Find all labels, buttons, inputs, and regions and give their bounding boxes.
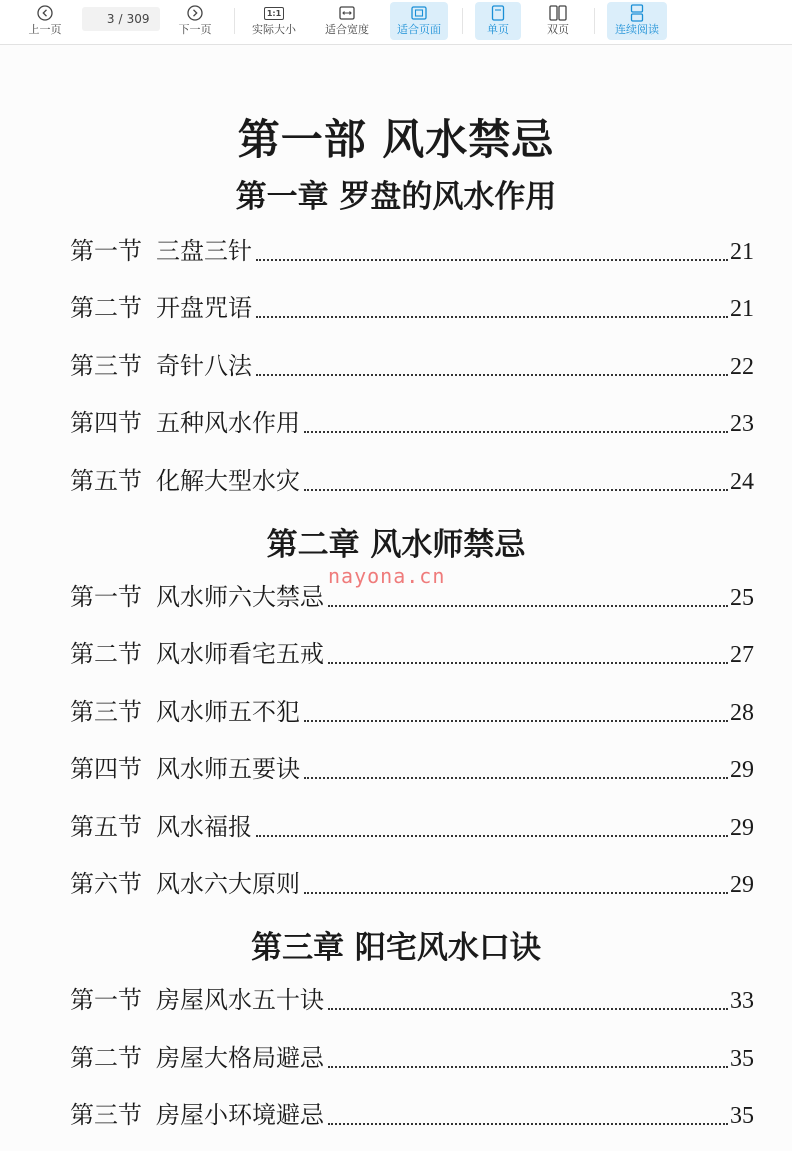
toc-section-title: 风水师五不犯 bbox=[156, 698, 300, 726]
toc-section-number: 第一节 bbox=[70, 237, 142, 265]
toc-dot-leader bbox=[256, 316, 728, 318]
toc-entry[interactable] bbox=[70, 289, 754, 323]
toc-page-number: 27 bbox=[730, 642, 754, 668]
continuous-reading-label: 连续阅读 bbox=[615, 23, 659, 36]
actual-size-label: 实际大小 bbox=[252, 23, 296, 36]
toc-dot-leader bbox=[328, 605, 728, 607]
toc-section-title: 房屋大格局避忌 bbox=[156, 1044, 324, 1072]
actual-size-icon: 1:1 bbox=[264, 3, 284, 23]
toc-dot-leader bbox=[256, 259, 728, 261]
toc-section-number: 第六节 bbox=[70, 870, 142, 898]
toc-entry[interactable] bbox=[70, 865, 754, 899]
toc-section-title: 风水师看宅五戒 bbox=[156, 640, 324, 668]
actual-size-button[interactable] bbox=[246, 2, 302, 40]
toc-page-number: 23 bbox=[730, 411, 754, 437]
page-indicator bbox=[82, 7, 160, 31]
double-page-icon bbox=[549, 3, 567, 23]
fit-width-label: 适合宽度 bbox=[325, 23, 369, 36]
toolbar-divider bbox=[462, 8, 463, 34]
toc-page-number: 21 bbox=[730, 239, 754, 265]
toc-dot-leader bbox=[256, 835, 728, 837]
prev-page-button[interactable] bbox=[22, 2, 68, 40]
next-page-button[interactable] bbox=[172, 2, 218, 40]
toc-dot-leader bbox=[256, 374, 728, 376]
page-number-input[interactable] bbox=[93, 12, 115, 26]
toc-section-title: 房屋风水五十诀 bbox=[156, 986, 324, 1014]
toc-page-number: 29 bbox=[730, 872, 754, 898]
toc-section-title: 开盘咒语 bbox=[156, 294, 252, 322]
chapter-title: 第二章 风水师禁忌 bbox=[266, 527, 526, 563]
single-page-button[interactable] bbox=[475, 2, 521, 40]
toc-dot-leader bbox=[328, 1123, 728, 1125]
toc-page-number: 24 bbox=[730, 469, 754, 495]
toc-entry[interactable] bbox=[70, 232, 754, 266]
toc-section-number: 第五节 bbox=[70, 467, 142, 495]
toc-section-title: 五种风水作用 bbox=[156, 409, 300, 437]
toc-section-number: 第一节 bbox=[70, 986, 142, 1014]
toc-section-number: 第三节 bbox=[70, 698, 142, 726]
toc-page-number: 35 bbox=[730, 1046, 754, 1072]
chapter-title: 第一章 罗盘的风水作用 bbox=[235, 179, 557, 215]
fit-page-button[interactable] bbox=[390, 2, 448, 40]
toc-section-title: 奇针八法 bbox=[156, 352, 252, 380]
toc-section-title: 风水福报 bbox=[156, 813, 252, 841]
fit-page-label: 适合页面 bbox=[397, 23, 441, 36]
toc-page-number: 25 bbox=[730, 585, 754, 611]
toc-section-number: 第三节 bbox=[70, 1101, 142, 1129]
toc-page-number: 35 bbox=[730, 1103, 754, 1129]
toc-section-number: 第二节 bbox=[70, 294, 142, 322]
toc-section-title: 风水六大原则 bbox=[156, 870, 300, 898]
chevron-right-circle-icon bbox=[187, 3, 203, 23]
toc-section-title: 化解大型水灾 bbox=[156, 467, 300, 495]
toc-section-number: 第四节 bbox=[70, 409, 142, 437]
toc-section-title: 房屋小环境避忌 bbox=[156, 1101, 324, 1129]
toc-section-number: 第二节 bbox=[70, 1044, 142, 1072]
toc-dot-leader bbox=[304, 892, 728, 894]
toc-entry[interactable] bbox=[70, 462, 754, 496]
toc-section-number: 第三节 bbox=[70, 352, 142, 380]
viewer-toolbar bbox=[0, 0, 792, 45]
next-page-label: 下一页 bbox=[178, 23, 212, 36]
toc-entry[interactable] bbox=[70, 1039, 754, 1073]
page-separator: / bbox=[118, 12, 123, 26]
toc-entry[interactable] bbox=[70, 693, 754, 727]
toc-entry[interactable] bbox=[70, 1096, 754, 1130]
toc-entry[interactable] bbox=[70, 635, 754, 669]
toc-section-title: 风水师六大禁忌 bbox=[156, 583, 324, 611]
total-pages: 309 bbox=[126, 12, 150, 26]
double-page-button[interactable] bbox=[535, 2, 581, 40]
toc-entry[interactable] bbox=[70, 981, 754, 1015]
chevron-left-circle-icon bbox=[37, 3, 53, 23]
toc-dot-leader bbox=[304, 431, 728, 433]
prev-page-label: 上一页 bbox=[28, 23, 62, 36]
toolbar-divider bbox=[594, 8, 595, 34]
toolbar-divider bbox=[234, 8, 235, 34]
toc-entry[interactable] bbox=[70, 750, 754, 784]
part-title: 第一部 风水禁忌 bbox=[237, 115, 555, 164]
toc-entry[interactable] bbox=[70, 404, 754, 438]
toc-page-number: 33 bbox=[730, 988, 754, 1014]
toc-dot-leader bbox=[328, 1008, 728, 1010]
toc-dot-leader bbox=[328, 662, 728, 664]
toc-page-number: 28 bbox=[730, 700, 754, 726]
toc-section-title: 风水师五要诀 bbox=[156, 755, 300, 783]
toc-section-number: 第四节 bbox=[70, 755, 142, 783]
fit-width-button[interactable] bbox=[320, 2, 374, 40]
toc-page-number: 29 bbox=[730, 815, 754, 841]
toc-page-number: 22 bbox=[730, 354, 754, 380]
toc-section-title: 三盘三针 bbox=[156, 237, 252, 265]
toc-entry[interactable] bbox=[70, 347, 754, 381]
document-page bbox=[0, 45, 792, 1151]
single-page-icon bbox=[491, 3, 505, 23]
watermark-text: nayona.cn bbox=[328, 564, 446, 588]
toc-dot-leader bbox=[304, 489, 728, 491]
toc-page-number: 29 bbox=[730, 757, 754, 783]
chapter-title: 第三章 阳宅风水口诀 bbox=[251, 930, 541, 966]
continuous-scroll-icon bbox=[630, 3, 644, 23]
double-page-label: 双页 bbox=[547, 23, 569, 36]
toc-section-number: 第二节 bbox=[70, 640, 142, 668]
toc-dot-leader bbox=[304, 777, 728, 779]
toc-section-number: 第五节 bbox=[70, 813, 142, 841]
single-page-label: 单页 bbox=[487, 23, 509, 36]
toc-page-number: 21 bbox=[730, 296, 754, 322]
continuous-reading-button[interactable] bbox=[607, 2, 667, 40]
toc-entry[interactable] bbox=[70, 808, 754, 842]
toc-section-number: 第一节 bbox=[70, 583, 142, 611]
toc-dot-leader bbox=[304, 720, 728, 722]
toc-dot-leader bbox=[328, 1066, 728, 1068]
fit-width-icon bbox=[339, 3, 355, 23]
fit-page-icon bbox=[411, 3, 427, 23]
